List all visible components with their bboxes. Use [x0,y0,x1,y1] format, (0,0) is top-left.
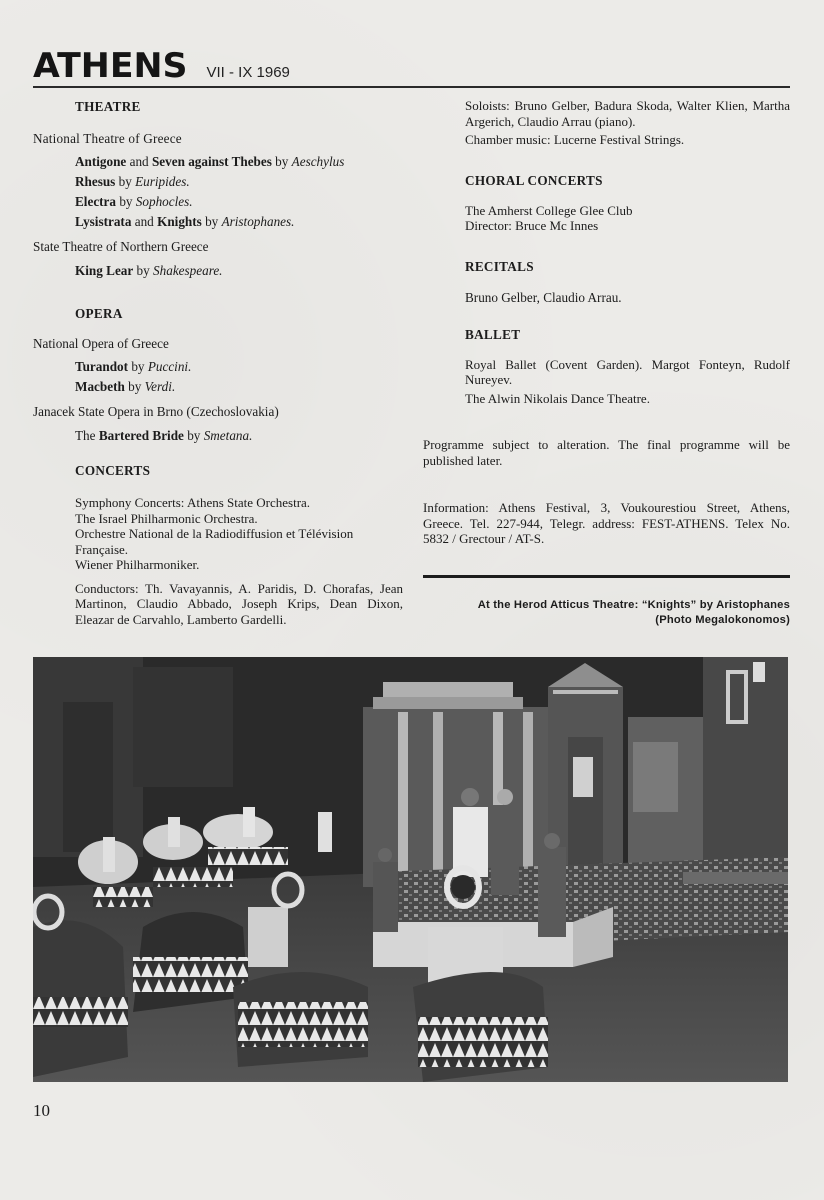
ballet-line: Royal Ballet (Covent Garden). Margot Fonteyn, Rudolf Nureyev. [465,356,790,387]
choral-line: The Amherst College Glee Club [465,202,633,218]
page-title: ATHENS [33,46,188,86]
work-item [75,152,403,172]
performance-photo [33,657,788,1082]
work-item [75,262,403,279]
stage-set [363,657,788,887]
ballet-line: The Alwin Nikolais Dance Theatre. [465,390,650,406]
work-item [75,212,403,232]
choral-line: Director: Bruce Mc Innes [465,218,599,233]
festival-dates: VII - IX 1969 [206,64,290,81]
work-list [33,427,403,444]
work-connector: and [131,214,158,229]
work-title: Knights [157,214,202,229]
work-connector: by [133,263,154,278]
work-title: Lysistrata [75,214,132,229]
choral-details [423,203,790,234]
work-author: Smetana. [203,428,253,443]
work-title: Electra [75,194,117,209]
work-title: Seven against Thebes [151,154,272,169]
company-name: Janacek State Opera in Brno (Czechoslovakia) [33,404,279,419]
work-item [75,172,403,192]
work-connector: by [116,194,136,209]
company-name: State Theatre of Northern Greece [33,239,209,254]
company-name: National Theatre of Greece [33,131,182,146]
work-connector: by [115,174,136,189]
work-item [75,192,403,212]
work-author: Aristophanes. [221,214,295,229]
section-heading-ballet: BALLET [465,326,521,342]
work-title: Rhesus [75,174,116,189]
work-title: Antigone [75,154,127,169]
work-title: King Lear [75,263,134,278]
orchestra-item: Orchestre National de la Radiodiffusion et Télévision Française. [75,526,354,557]
section-heading-opera: OPERA [75,306,123,321]
photo-illustration [33,657,788,1082]
photo-caption [423,598,790,628]
work-author: Verdi. [144,379,176,394]
caption-rule [423,575,790,578]
orchestra-item: Wiener Philharmoniker. [75,557,200,572]
chamber-music: Chamber music: Lucerne Festival Strings. [465,132,685,147]
opera-company [33,403,403,444]
work-author: Aeschylus [291,154,345,169]
work-connector: by [271,154,292,169]
right-column [423,98,790,547]
work-author: Sophocles. [135,194,193,209]
theatre-company [33,130,403,232]
header-rule [33,86,790,88]
work-connector: by [124,379,145,394]
work-connector: by [183,428,204,443]
opera-company [33,335,403,397]
work-item [75,377,403,397]
work-connector: and [126,154,152,169]
orchestra-list [33,495,403,627]
work-title: Macbeth [75,379,125,394]
page-header [33,46,290,86]
company-name: National Opera of Greece [33,336,169,351]
soloists-list: Soloists: Bruno Gelber, Badura Skoda, Walter Klien, Martha Argerich, Claudio Arrau (piano). [465,98,790,129]
programme-notice: Programme subject to alteration. The final programme will be published later. [423,437,790,468]
ballet-details [423,357,790,407]
work-item [75,357,403,377]
work-item [75,427,403,444]
photo-credit: (Photo Megalokonomos) [655,614,790,626]
orchestra-item: Symphony Concerts: Athens State Orchestra. [75,495,311,510]
section-heading-concerts: CONCERTS [75,463,151,478]
work-author: Puccini. [147,359,192,374]
section-heading-theatre: THEATRE [75,99,141,114]
work-list [33,262,403,279]
conductors-list: Conductors: Th. Vavayannis, A. Paridis, D. Chorafas, Jean Martinon, Claudio Abbado, Joseph Krips, Dean Dixon, Eleazar de Carvahlo, Lamberto Gardelli. [75,580,403,627]
concerts-continued [423,98,790,148]
caption-line: At the Herod Atticus Theatre: “Knights” by Aristophanes [477,599,790,611]
work-list [33,152,403,232]
orchestra-item: The Israel Philharmonic Orchestra. [75,510,258,526]
work-connector: by [201,214,222,229]
section-heading-recitals: RECITALS [465,258,534,274]
work-author: Euripides. [135,174,190,189]
theatre-company [33,238,403,279]
page-number: 10 [33,1101,50,1120]
section-heading-choral: CHORAL CONCERTS [465,172,603,188]
work-title: Turandot [75,359,129,374]
work-title: Bartered Bride [98,428,184,443]
work-author: Shakespeare. [153,263,223,278]
left-column [33,98,403,627]
work-connector: The [75,428,99,443]
information-block: Information: Athens Festival, 3, Voukourestiou Street, Athens, Greece. Tel. 227-944, Telegr. address: FEST-ATHENS. Telex No. 5832 / Grectour / AT-S. [423,500,790,546]
recitals-text: Bruno Gelber, Claudio Arrau. [465,289,622,305]
work-list [33,357,403,397]
work-connector: by [128,359,148,374]
